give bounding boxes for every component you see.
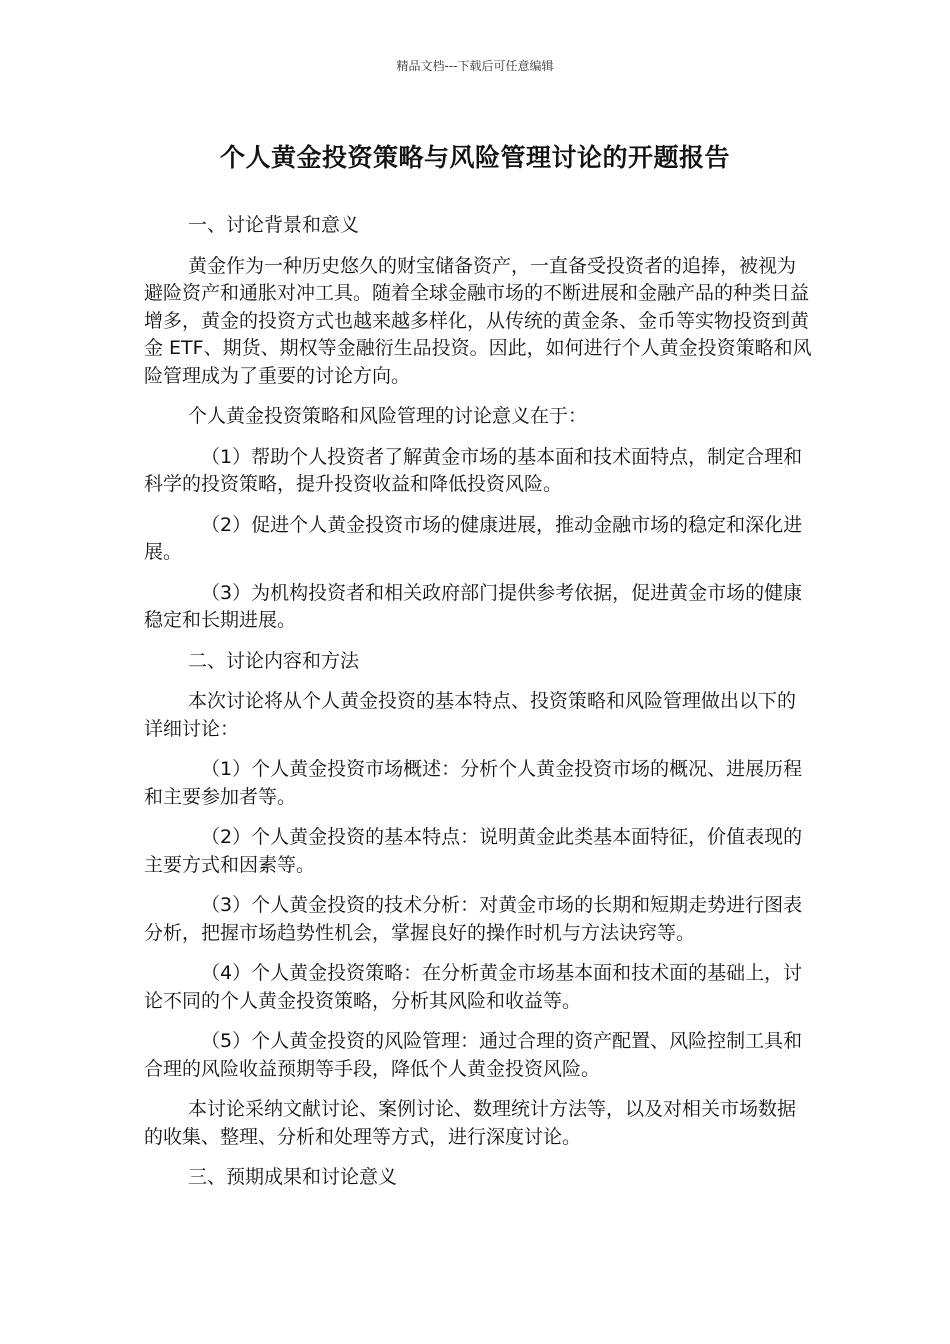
- list-item: （1）帮助个人投资者了解黄金市场的基本面和技术面特点，制定合理和科学的投资策略，提升投资收益和降低投资风险。: [144, 445, 803, 495]
- document-body: [144, 212, 814, 1205]
- section-heading: 三、预期成果和讨论意义: [188, 1166, 398, 1188]
- list-item: （1）个人黄金投资市场概述：分析个人黄金投资市场的概况、进展历程和主要参加者等。: [144, 758, 803, 808]
- list-item: （5）个人黄金投资的风险管理：通过合理的资产配置、风险控制工具和合理的风险收益预期等手段，降低个人黄金投资风险。: [144, 1030, 803, 1080]
- list-item: （2）个人黄金投资的基本特点：说明黄金此类基本面特征，价值表现的主要方式和因素等。: [144, 826, 803, 876]
- list-item: （3）个人黄金投资的技术分析：对黄金市场的长期和短期走势进行图表分析，把握市场趋势性机会，掌握良好的操作时机与方法诀窍等。: [144, 894, 803, 944]
- document-title: 个人黄金投资策略与风险管理讨论的开题报告: [219, 143, 730, 172]
- paragraph: 黄金作为一种历史悠久的财宝储备资产，一直备受投资者的追捧，被视为避险资产和通胀对冲工具。随着全球金融市场的不断进展和金融产品的种类日益增多，黄金的投资方式也越来越多样化，从传统的黄金条、金币等实物投资到黄金 ETF、期货、期权等金融衍生品投资。因此，如何进行个人黄金投资策略和风险管理成为了重要的讨论方向。: [144, 254, 812, 387]
- page-header: 精品文档---下载后可任意编辑: [396, 59, 554, 73]
- paragraph: 本讨论采纳文献讨论、案例讨论、数理统计方法等，以及对相关市场数据的收集、整理、分析和处理等方式，进行深度讨论。: [144, 1098, 797, 1148]
- paragraph: 本次讨论将从个人黄金投资的基本特点、投资策略和风险管理做出以下的详细讨论：: [144, 690, 797, 740]
- section-heading: 二、讨论内容和方法: [188, 649, 360, 672]
- section-heading: 一、讨论背景和意义: [188, 214, 360, 236]
- list-item: （4）个人黄金投资策略：在分析黄金市场基本面和技术面的基础上，讨论不同的个人黄金投资策略，分析其风险和收益等。: [144, 962, 803, 1012]
- list-item: （3）为机构投资者和相关政府部门提供参考依据，促进黄金市场的健康稳定和长期进展。: [144, 581, 803, 631]
- paragraph: 个人黄金投资策略和风险管理的讨论意义在于：: [188, 405, 588, 427]
- list-item: （2）促进个人黄金投资市场的健康进展，推动金融市场的稳定和深化进展。: [144, 513, 803, 563]
